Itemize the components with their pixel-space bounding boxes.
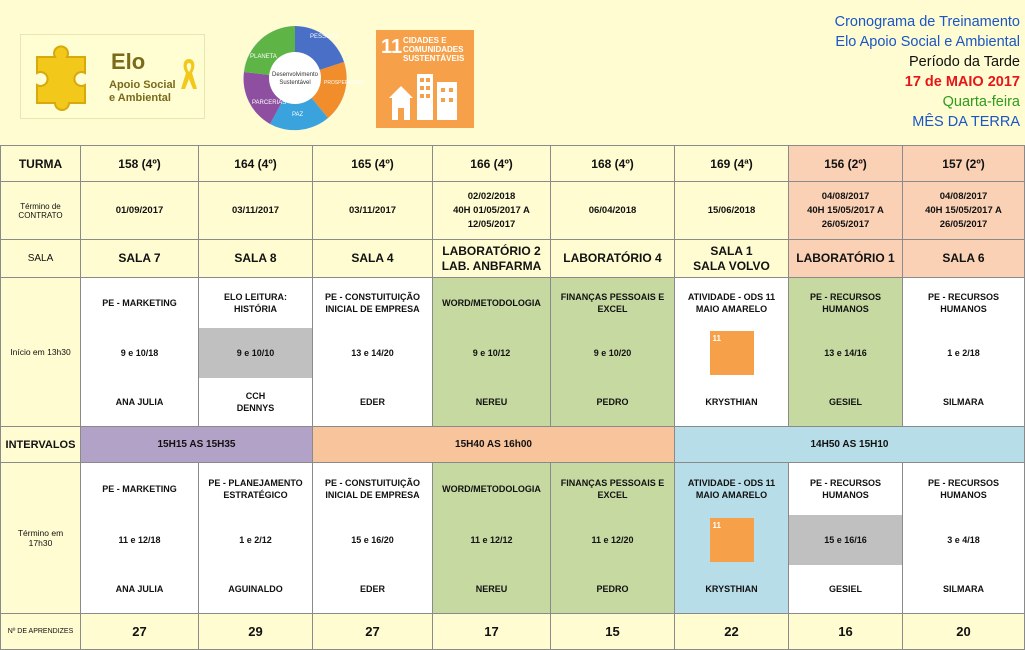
intervals-row — [1, 427, 1025, 463]
contrato-label-line2: CONTRATO — [18, 210, 63, 220]
activity-title: HUMANOS — [822, 304, 869, 314]
activity-title: PE - MARKETING — [102, 298, 177, 308]
sala-cell — [313, 240, 433, 278]
aprendizes-cell: 27 — [313, 614, 433, 650]
activity-title: MAIO AMARELO — [695, 490, 768, 500]
puzzle-icon — [31, 43, 99, 111]
termino-label-line1: Término em — [17, 528, 64, 538]
sala-cell — [789, 240, 903, 278]
activity-cell — [313, 278, 433, 427]
aprendizes-cell: 22 — [675, 614, 789, 650]
interval-cell: 14H50 AS 15H10 — [675, 427, 1025, 463]
contrato-line: 03/11/2017 — [348, 204, 397, 216]
activity-instructor: EDER — [359, 397, 385, 407]
elo-logo-title: Elo — [111, 49, 146, 74]
contrato-line: 26/05/2017 — [939, 218, 988, 230]
activity-title: PE - MARKETING — [102, 484, 177, 494]
contrato-cell — [903, 182, 1025, 240]
interval-cell: 15H15 AS 15H35 — [81, 427, 313, 463]
header-line-2: Elo Apoio Social e Ambiental — [835, 34, 1020, 50]
activity-row-end — [1, 463, 1025, 614]
sala-line: SALA VOLVO — [693, 258, 770, 273]
turma-cell: 168 (4º) — [551, 146, 675, 182]
activity-instructor: PEDRO — [596, 397, 629, 407]
contrato-line: 12/05/2017 — [467, 218, 516, 230]
aprendizes-cell: 27 — [81, 614, 199, 650]
activity-title: PE - RECURSOS — [809, 478, 881, 488]
activity-range: 3 e 4/18 — [947, 535, 980, 545]
aprendizes-cell: 29 — [199, 614, 313, 650]
aprendizes-cell: 15 — [551, 614, 675, 650]
activity-range: 1 e 2/12 — [239, 535, 272, 545]
activity-cell — [81, 463, 199, 614]
header — [0, 0, 1024, 145]
ods-mini-number: 11 — [712, 521, 721, 530]
activity-cell — [903, 463, 1025, 614]
activity-instructor: SILMARA — [943, 397, 984, 407]
activity-title: PE - CONSTUITUIÇÃO — [324, 292, 420, 302]
activity-title: HUMANOS — [940, 490, 987, 500]
schedule-table — [0, 145, 1025, 650]
activity-cell — [789, 463, 903, 614]
contrato-cell — [551, 182, 675, 240]
activity-title: PE - RECURSOS — [927, 292, 999, 302]
contrato-line: 06/04/2018 — [588, 204, 637, 216]
sala-cell — [199, 240, 313, 278]
activity-title: PE - RECURSOS — [809, 292, 881, 302]
activity-instructor: SILMARA — [943, 584, 984, 594]
contrato-line: 40H 15/05/2017 A — [807, 204, 884, 216]
ods-11-icon — [710, 518, 754, 562]
header-line-3: Período da Tarde — [909, 54, 1020, 70]
contrato-line: 04/08/2017 — [821, 190, 870, 202]
sala-cell — [903, 240, 1025, 278]
activity-cell — [433, 463, 551, 614]
sala-cell — [433, 240, 551, 278]
activity-title: ESTRATÉGICO — [223, 490, 288, 500]
contrato-line: 02/02/2018 — [467, 190, 516, 202]
contrato-line: 40H 15/05/2017 A — [925, 204, 1002, 216]
svg-text:PAZ: PAZ — [292, 112, 304, 118]
activity-range: 15 e 16/20 — [351, 535, 394, 545]
turma-cell: 165 (4º) — [313, 146, 433, 182]
contrato-line: 26/05/2017 — [821, 218, 870, 230]
header-info — [835, 12, 1020, 132]
ods-number: 11 — [381, 36, 403, 58]
contrato-cell — [81, 182, 199, 240]
activity-cell — [81, 278, 199, 427]
elo-logo-subtitle-line1: Apoio Social — [109, 79, 176, 91]
activity-title: MAIO AMARELO — [695, 304, 768, 314]
sala-row — [1, 240, 1025, 278]
sala-line: LABORATÓRIO 1 — [796, 251, 895, 265]
svg-text:PESSOAS: PESSOAS — [310, 34, 339, 40]
city-icon — [385, 68, 465, 124]
aprendizes-label: Nº DE APRENDIZES — [1, 614, 81, 650]
activity-range: 15 e 16/16 — [789, 515, 902, 565]
svg-text:PLANETA: PLANETA — [250, 54, 277, 60]
activity-row-start — [1, 278, 1025, 427]
activity-title: ATIVIDADE - ODS 11 — [687, 292, 776, 302]
sala-cell — [551, 240, 675, 278]
turma-row — [1, 146, 1025, 182]
activity-instructor: GESIEL — [828, 584, 862, 594]
activity-cell — [199, 463, 313, 614]
sala-line: LABORATÓRIO 4 — [563, 251, 662, 265]
sala-line: LAB. ANBFARMA — [441, 258, 542, 273]
activity-cell — [199, 278, 313, 427]
activity-range: 13 e 14/16 — [824, 348, 867, 358]
termino-label-line2: 17h30 — [28, 538, 53, 548]
activity-cell — [675, 278, 789, 427]
activity-instructor: EDER — [359, 584, 385, 594]
activity-cell — [675, 463, 789, 614]
sala-line: LABORATÓRIO 2 — [442, 243, 541, 258]
activity-title: ELO LEITURA: — [224, 292, 287, 302]
activity-title: HUMANOS — [940, 304, 987, 314]
svg-text:PARCERIAS: PARCERIAS — [252, 100, 287, 106]
contrato-cell — [675, 182, 789, 240]
activity-range: 11 e 12/18 — [118, 535, 161, 545]
contrato-cell — [313, 182, 433, 240]
activity-instructor: PEDRO — [596, 584, 629, 594]
activity-cell — [551, 463, 675, 614]
activity-instructor: DENNYS — [236, 403, 275, 413]
aprendizes-cell: 17 — [433, 614, 551, 650]
activity-title: HUMANOS — [822, 490, 869, 500]
sala-line: SALA 4 — [351, 251, 394, 265]
activity-range: 9 e 10/10 — [199, 328, 312, 378]
sala-line: SALA 8 — [234, 251, 277, 265]
header-date: 17 de MAIO 2017 — [904, 74, 1020, 90]
activity-title: WORD/METODOLOGIA — [442, 484, 541, 494]
header-theme: MÊS DA TERRA — [912, 114, 1020, 130]
activity-instructor: AGUINALDO — [228, 584, 283, 594]
aprendizes-row — [1, 614, 1025, 650]
activity-cell — [433, 278, 551, 427]
turma-cell: 166 (4º) — [433, 146, 551, 182]
sala-cell — [81, 240, 199, 278]
activity-instructor: KRYSTHIAN — [705, 584, 758, 594]
activity-range: 9 e 10/20 — [593, 348, 632, 358]
inicio-label: Início em 13h30 — [1, 278, 81, 427]
turma-cell: 157 (2º) — [903, 146, 1025, 182]
turma-cell: 156 (2º) — [789, 146, 903, 182]
activity-title: EXCEL — [597, 490, 628, 500]
aprendizes-cell: 16 — [789, 614, 903, 650]
aprendizes-cell: 20 — [903, 614, 1025, 650]
activity-title: HISTÓRIA — [233, 304, 277, 314]
activity-range: 1 e 2/18 — [947, 348, 980, 358]
activity-title: FINANÇAS PESSOAIS E — [560, 478, 665, 488]
svg-text:PROSPERIDADE: PROSPERIDADE — [324, 80, 364, 86]
contrato-line: 03/11/2017 — [231, 204, 280, 216]
activity-title: ATIVIDADE - ODS 11 — [687, 478, 776, 488]
activity-range: 9 e 10/12 — [472, 348, 511, 358]
ods-11-logo — [376, 30, 474, 128]
elo-logo-subtitle — [109, 79, 176, 105]
activity-cell — [903, 278, 1025, 427]
intervalos-label: INTERVALOS — [1, 427, 81, 463]
activity-range: 11 e 12/12 — [470, 535, 513, 545]
contrato-label — [1, 182, 81, 240]
activity-range: 9 e 10/18 — [120, 348, 159, 358]
activity-instructor: CCH — [245, 391, 266, 401]
contrato-row — [1, 182, 1025, 240]
contrato-cell — [199, 182, 313, 240]
termino-label — [1, 463, 81, 614]
turma-cell: 164 (4º) — [199, 146, 313, 182]
activity-title: INICIAL DE EMPRESA — [325, 304, 420, 314]
contrato-label-line1: Término de — [20, 201, 61, 211]
activity-instructor: KRYSTHIAN — [705, 397, 758, 407]
activity-title: PE - RECURSOS — [927, 478, 999, 488]
sala-cell — [675, 240, 789, 278]
activity-title: PE - PLANEJAMENTO — [208, 478, 303, 488]
sala-line: SALA 1 — [710, 243, 753, 258]
activity-title: EXCEL — [597, 304, 628, 314]
contrato-cell — [433, 182, 551, 240]
ods-text: CIDADES E COMUNIDADES SUSTENTÁVEIS — [403, 36, 465, 63]
sala-label: SALA — [1, 240, 81, 278]
svg-text:Sustentável: Sustentável — [279, 80, 311, 86]
activity-range: 11 e 12/20 — [591, 535, 634, 545]
contrato-cell — [789, 182, 903, 240]
activity-cell — [551, 278, 675, 427]
circle-center-text: Desenvolvimento — [271, 72, 319, 78]
activity-title: WORD/METODOLOGIA — [442, 298, 541, 308]
contrato-line: 15/06/2018 — [707, 204, 756, 216]
turma-cell: 158 (4º) — [81, 146, 199, 182]
contrato-line: 04/08/2017 — [939, 190, 988, 202]
header-line-1: Cronograma de Treinamento — [834, 14, 1020, 30]
ribbon-icon — [179, 57, 199, 91]
activity-range: 13 e 14/20 — [351, 348, 394, 358]
sala-line: SALA 7 — [118, 251, 161, 265]
activity-cell — [313, 463, 433, 614]
contrato-line: 01/09/2017 — [115, 204, 164, 216]
elo-logo-subtitle-line2: e Ambiental — [109, 92, 171, 104]
activity-instructor: NEREU — [475, 397, 508, 407]
elo-logo — [20, 34, 205, 119]
activity-instructor: ANA JULIA — [115, 584, 164, 594]
activity-cell — [789, 278, 903, 427]
activity-instructor: NEREU — [475, 584, 508, 594]
turma-cell: 169 (4ª) — [675, 146, 789, 182]
activity-title: INICIAL DE EMPRESA — [325, 490, 420, 500]
turma-label: TURMA — [1, 146, 81, 182]
ods-mini-number: 11 — [712, 334, 721, 343]
activity-title: PE - CONSTUITUIÇÃO — [324, 478, 420, 488]
sala-line: SALA 6 — [942, 251, 985, 265]
interval-cell: 15H40 AS 16h00 — [313, 427, 675, 463]
contrato-line: 40H 01/05/2017 A — [453, 204, 530, 216]
header-weekday: Quarta-feira — [942, 94, 1020, 110]
sustainable-development-logo — [240, 24, 364, 132]
ods-11-icon — [710, 331, 754, 375]
activity-instructor: GESIEL — [828, 397, 862, 407]
activity-title: FINANÇAS PESSOAIS E — [560, 292, 665, 302]
activity-instructor: ANA JULIA — [115, 397, 164, 407]
